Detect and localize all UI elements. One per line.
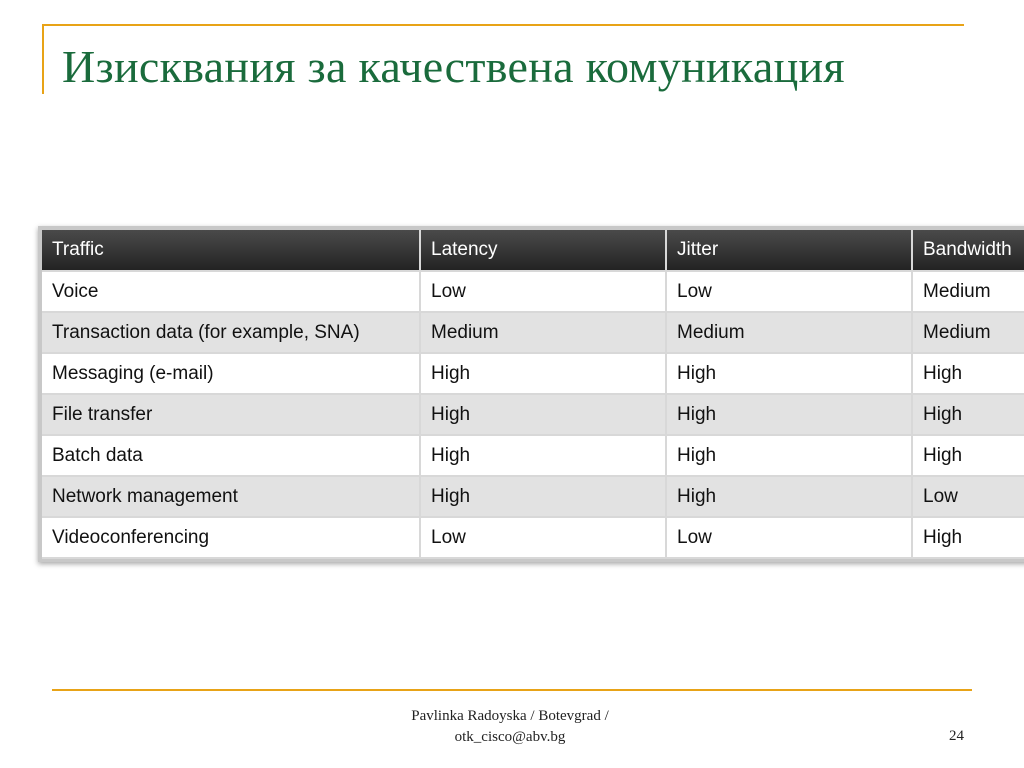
cell-jitter: High [666,435,912,476]
cell-traffic: Messaging (e-mail) [42,353,420,394]
cell-traffic: Batch data [42,435,420,476]
cell-latency: High [420,476,666,517]
qos-table-container [38,226,1024,562]
cell-bandwidth: High [912,353,1024,394]
table-header-row [42,230,1024,271]
table-row [42,271,1024,312]
footer-divider [52,689,972,691]
cell-traffic: Videoconferencing [42,517,420,558]
cell-latency: Medium [420,312,666,353]
cell-latency: Low [420,517,666,558]
cell-traffic: File transfer [42,394,420,435]
footer-author-line2: otk_cisco@abv.bg [454,729,566,745]
header-jitter: Jitter [666,230,912,271]
cell-traffic: Network management [42,476,420,517]
table-row [42,312,1024,353]
table-row [42,353,1024,394]
cell-latency: High [420,353,666,394]
cell-bandwidth: High [912,394,1024,435]
cell-jitter: High [666,394,912,435]
cell-bandwidth: Low [912,476,1024,517]
cell-traffic: Transaction data (for example, SNA) [42,312,420,353]
cell-jitter: Low [666,517,912,558]
cell-latency: Low [420,271,666,312]
header-traffic: Traffic [42,230,420,271]
table-row [42,517,1024,558]
cell-bandwidth: Medium [912,271,1024,312]
header-bandwidth: Bandwidth [912,230,1024,271]
cell-jitter: High [666,353,912,394]
table-row [42,435,1024,476]
table-row [42,394,1024,435]
title-accent-line [42,24,964,26]
cell-bandwidth: High [912,435,1024,476]
header-latency: Latency [420,230,666,271]
table-row [42,476,1024,517]
footer-author [380,706,640,748]
cell-jitter: High [666,476,912,517]
footer-author-line1: Pavlinka Radoyska / Botevgrad / [411,708,609,724]
cell-bandwidth: Medium [912,312,1024,353]
page-number: 24 [949,728,964,744]
cell-latency: High [420,435,666,476]
cell-jitter: Low [666,271,912,312]
slide-title: Изисквания за качествена комуникация [62,41,845,92]
qos-requirements-table [42,230,1024,559]
cell-jitter: Medium [666,312,912,353]
cell-latency: High [420,394,666,435]
cell-traffic: Voice [42,271,420,312]
cell-bandwidth: High [912,517,1024,558]
title-accent-bar [42,24,44,94]
